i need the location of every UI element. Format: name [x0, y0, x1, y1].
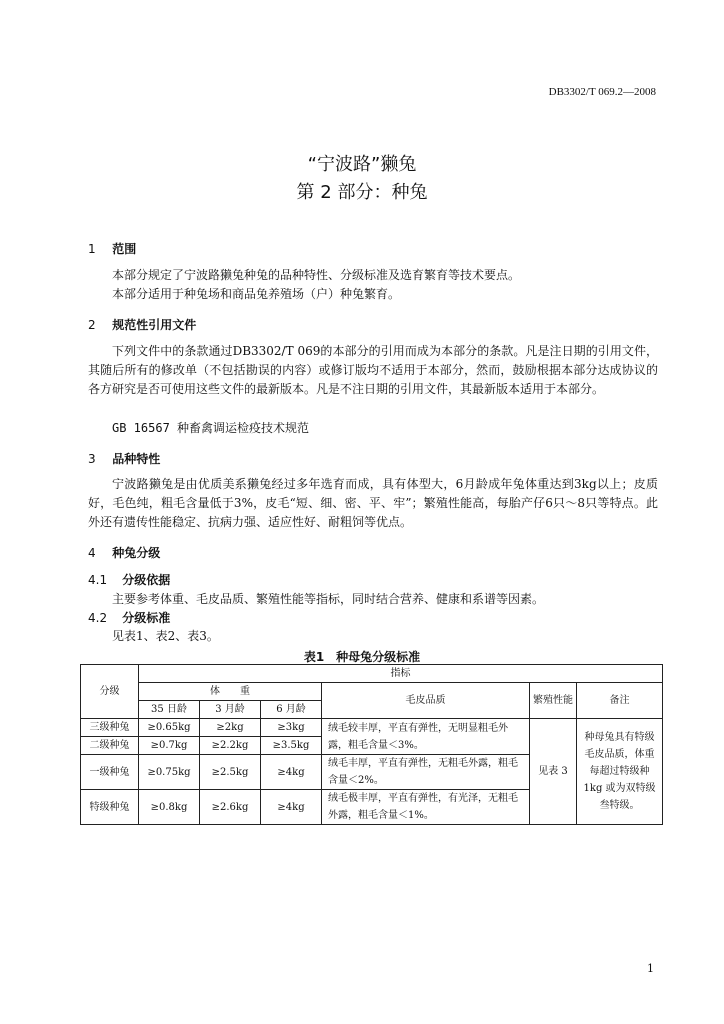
section-title: 范围: [112, 242, 137, 256]
cell-grade: 三级种兔: [81, 719, 139, 737]
paragraph: 见表1、表2、表3。: [112, 629, 219, 643]
paragraph: 宁波路獭兔是由优质美系獭兔经过多年选育而成，具有体型大，6月龄成年兔体重达到3kg以上；皮质好，毛色纯，粗毛含量低于3%，皮毛“短、细、密、平、牢”；繁殖性能高，每胎产仔6只～8只等特点。此外还有遗传性能稳定、抗病力强、适应性好、耐粗饲等优点。: [88, 477, 658, 529]
subsection-heading-4-1: [88, 571, 170, 588]
section-number: 2: [88, 318, 96, 332]
cell-fur-quality: 绒毛丰厚，平直有弹性，无粗毛外露，粗毛含量＜2%。: [322, 755, 530, 790]
header-note: 备注: [577, 683, 663, 719]
cell-weight-35d: ≥0.65kg: [139, 719, 200, 737]
paragraph: 主要参考体重、毛皮品质、繁殖性能等指标，同时结合营养、健康和系谱等因素。: [112, 592, 545, 606]
cell-weight-6m: ≥3kg: [261, 719, 322, 737]
paragraph: 下列文件中的条款通过DB3302/T 069的本部分的引用而成为本部分的条款。凡是注日期的引用文件，其随后所有的修改单（不包括勘误的内容）或修订版均不适用于本部分，然而，鼓励根据本部分达成协议的各方研究是否可使用这些文件的最新版本。凡是不注日期的引用文件，其最新版本适用于本部分。: [88, 344, 658, 396]
section-heading-4: [88, 544, 160, 561]
cell-repro: 见表 3: [530, 719, 577, 825]
cell-weight-35d: ≥0.75kg: [139, 755, 200, 790]
subsection-title: 分级标准: [122, 611, 171, 625]
section-heading-1: [88, 240, 136, 257]
header-age-3m: 3 月龄: [200, 701, 261, 719]
cell-weight-35d: ≥0.7kg: [139, 737, 200, 755]
paragraph: 本部分规定了宁波路獭兔种兔的品种特性、分级标准及选育繁育等技术要点。: [112, 268, 521, 282]
header-grade: 分级: [81, 665, 139, 719]
section-heading-3: [88, 450, 160, 467]
cell-grade: 特级种兔: [81, 790, 139, 825]
cell-weight-6m: ≥4kg: [261, 755, 322, 790]
cell-grade: 一级种兔: [81, 755, 139, 790]
grading-table: [80, 664, 663, 825]
header-weight: 体 重: [139, 683, 322, 701]
table-caption: [0, 648, 724, 665]
table-caption-number: 表1: [303, 650, 325, 664]
section-title: 种兔分级: [112, 546, 161, 560]
cell-fur-quality: 绒毛极丰厚，平直有弹性，有光泽，无粗毛外露，粗毛含量＜1%。: [322, 790, 530, 825]
section-number: 1: [88, 242, 96, 256]
table-caption-text: 种母兔分级标准: [336, 650, 421, 664]
subsection-number: 4.2: [88, 611, 108, 625]
cell-grade: 二级种兔: [81, 737, 139, 755]
standard-code: DB3302/T 069.2—2008: [548, 86, 656, 98]
document-subtitle: 第 2 部分：种兔: [296, 182, 428, 203]
cell-note: 种母兔具有特级毛皮品质，体重每超过特级种1kg 或为双特级叁特级。: [577, 719, 663, 825]
paragraph: 本部分适用于种兔场和商品兔养殖场（户）种兔繁育。: [112, 287, 401, 301]
table-header-row: [81, 665, 663, 683]
cell-weight-3m: ≥2.6kg: [200, 790, 261, 825]
subsection-heading-4-2: [88, 609, 170, 626]
header-repro: 繁殖性能: [530, 683, 577, 719]
section-number: 3: [88, 452, 96, 466]
header-age-35d: 35 日龄: [139, 701, 200, 719]
reference-item: GB 16567 种畜禽调运检疫技术规范: [112, 421, 310, 435]
section-title: 品种特性: [112, 452, 161, 466]
cell-weight-6m: ≥4kg: [261, 790, 322, 825]
cell-weight-6m: ≥3.5kg: [261, 737, 322, 755]
cell-fur-quality: 绒毛较丰厚，平直有弹性，无明显粗毛外露，粗毛含量＜3%。: [322, 719, 530, 755]
table-header-row: [81, 683, 663, 701]
cell-weight-3m: ≥2kg: [200, 719, 261, 737]
section-heading-2: [88, 316, 196, 333]
document-title: “宁波路”獭兔: [307, 154, 417, 175]
cell-weight-3m: ≥2.2kg: [200, 737, 261, 755]
section-title: 规范性引用文件: [112, 318, 197, 332]
header-indicators: 指标: [139, 665, 663, 683]
subsection-number: 4.1: [88, 573, 108, 587]
page-number: 1: [647, 962, 654, 975]
header-fur: 毛皮品质: [322, 683, 530, 719]
header-age-6m: 6 月龄: [261, 701, 322, 719]
table-row: [81, 719, 663, 737]
subsection-title: 分级依据: [122, 573, 171, 587]
cell-weight-35d: ≥0.8kg: [139, 790, 200, 825]
cell-weight-3m: ≥2.5kg: [200, 755, 261, 790]
section-number: 4: [88, 546, 96, 560]
